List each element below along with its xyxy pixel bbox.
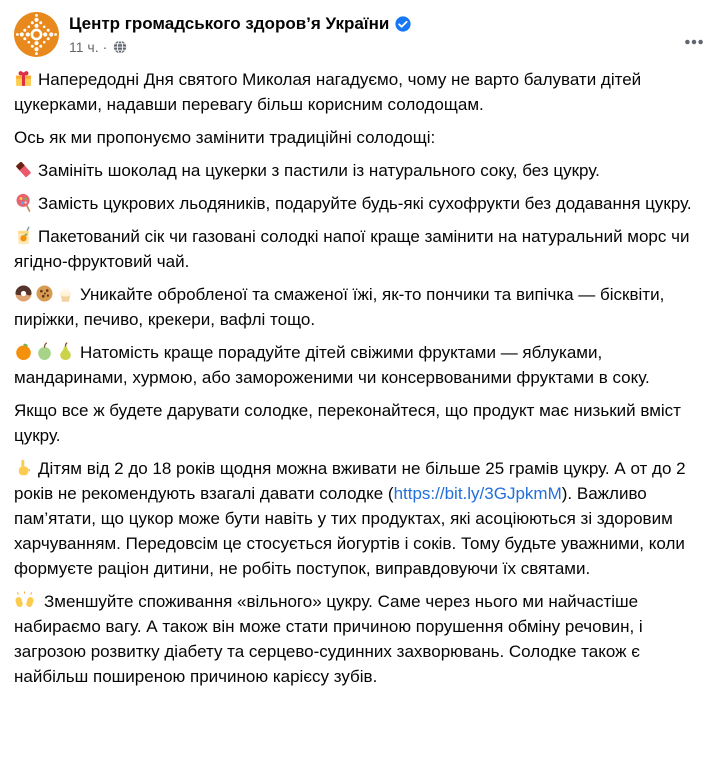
timestamp[interactable]: 11 ч. (69, 39, 99, 55)
cookie-emoji (35, 284, 54, 303)
tangerine-emoji (14, 342, 33, 361)
paragraph-text: Дітям від 2 до 18 років щодня можна вживати не більше 25 грамів цукру. А от до 2 років не рекомендують взагалі давати солодке ( (14, 459, 686, 503)
pointing-up-emoji (14, 458, 33, 477)
gift-emoji (14, 69, 33, 88)
globe-icon (113, 40, 127, 54)
lollipop-emoji (14, 193, 33, 212)
post-link[interactable]: https://bit.ly/3GJpkmM (393, 484, 562, 503)
paragraph-text: Замість цукрових льодяників, подаруйте будь-які сухофрукти без додавання цукру. (38, 194, 692, 213)
post-paragraph (14, 456, 712, 581)
paragraph-text: Натомість краще порадуйте дітей свіжими фруктами — яблуками, мандаринами, хурмою, або замороженими чи консервованими фруктами в соку. (14, 343, 650, 387)
donut-emoji (14, 284, 33, 303)
raising-hands-emoji (14, 591, 35, 610)
post-header (14, 12, 712, 57)
post-paragraph (14, 158, 712, 183)
paragraph-text: Напередодні Дня святого Миколая нагадуємо, чому не варто балувати дітей цукерками, надавши перевагу більш корисним солодощам. (14, 70, 642, 114)
paragraph-text: Уникайте обробленої та смаженої їжі, як-то пончики та випічка — бісквіти, пиріжки, печиво, крекери, вафлі тощо. (14, 285, 665, 329)
page-name[interactable]: Центр громадського здоров’я України (69, 14, 390, 33)
meta-separator: · (102, 39, 108, 55)
chocolate-emoji (14, 160, 33, 179)
post-paragraph (14, 125, 712, 150)
green-apple-emoji (35, 342, 54, 361)
post-paragraph (14, 224, 712, 274)
post-paragraph (14, 340, 712, 390)
post-paragraph (14, 67, 712, 117)
paragraph-text: Ось як ми пропонуємо замінити традиційні солодощі: (14, 128, 436, 147)
paragraph-text: Замініть шоколад на цукерки з пастили із натурального соку, без цукру. (38, 161, 600, 180)
three-dots-icon (683, 31, 705, 53)
post-paragraph (14, 589, 712, 689)
juice-box-emoji (14, 226, 33, 245)
paragraph-text: Зменшуйте споживання «вільного» цукру. Саме через нього ми найчастіше набираємо вагу. А також він може стати причиною порушення обміну речовин, і загрозою розвитку діабету та серцево-судинних захворювань. Солодке також є найбільш поширеною причиною карієсу зубів. (14, 592, 643, 686)
post-paragraph (14, 398, 712, 448)
paragraph-text: Якщо все ж будете дарувати солодке, переконайтеся, що продукт має низький вміст цукру. (14, 401, 681, 445)
verified-badge-icon (395, 16, 411, 32)
post-paragraph (14, 282, 712, 332)
page-avatar[interactable] (14, 12, 59, 57)
pear-emoji (56, 342, 75, 361)
paragraph-text: Пакетований сік чи газовані солодкі напої краще замінити на натуральний морс чи ягідно-фруктовий чай. (14, 227, 690, 271)
cupcake-emoji (56, 284, 75, 303)
post-content (14, 67, 712, 689)
post-meta (69, 38, 411, 56)
post-options-button[interactable] (678, 26, 710, 58)
header-text (69, 12, 411, 56)
paragraph-text: ). Важливо пам’ятати, що цукор може бути навіть у тих продуктах, які асоціюються зі здоровим харчуванням. Передовсім це стосується йогуртів і соків. Тому будьте уважними, коли формуєте раціон дитини, не робіть поступок, виправдовуючи їх святами. (14, 484, 685, 578)
post-paragraph (14, 191, 712, 216)
